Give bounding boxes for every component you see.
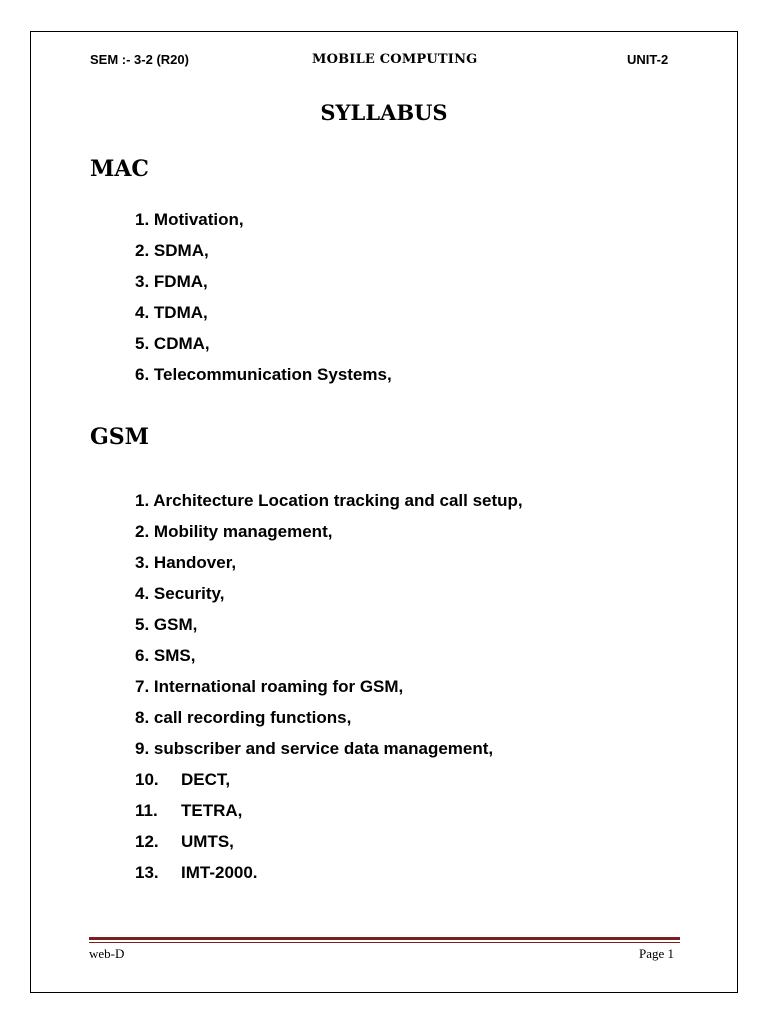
gsm-topic-list — [135, 491, 523, 894]
item-text: Architecture Location tracking and call setup, — [153, 491, 523, 510]
header-subject: MOBILE COMPUTING — [312, 52, 478, 67]
list-item — [135, 646, 523, 677]
list-item — [135, 365, 392, 396]
list-item — [135, 334, 392, 365]
item-text: UMTS, — [181, 832, 234, 851]
list-item — [135, 241, 392, 272]
item-text: IMT-2000. — [181, 863, 258, 882]
item-text: DECT, — [181, 770, 231, 789]
section-heading-gsm: GSM — [90, 424, 150, 450]
item-text: SDMA, — [153, 241, 209, 260]
item-text: call recording functions, — [153, 708, 352, 727]
item-text: Telecommunication Systems, — [153, 365, 392, 384]
item-number: 1. — [135, 210, 150, 229]
item-text: Mobility management, — [153, 522, 333, 541]
header-semester: SEM :- 3-2 (R20) — [90, 52, 189, 67]
list-item — [135, 303, 392, 334]
header-unit: UNIT-2 — [627, 52, 669, 67]
item-text: FDMA, — [153, 272, 208, 291]
list-item — [135, 522, 523, 553]
item-text: GSM, — [153, 615, 198, 634]
list-item — [135, 584, 523, 615]
list-item — [135, 770, 523, 801]
section-heading-mac: MAC — [90, 156, 149, 182]
item-text: International roaming for GSM, — [153, 677, 404, 696]
list-item — [135, 615, 523, 646]
item-text: Motivation, — [153, 210, 244, 229]
item-text: Security, — [153, 584, 225, 603]
item-number: 8. — [135, 708, 150, 727]
item-text: SMS, — [153, 646, 196, 665]
item-text: Handover, — [153, 553, 237, 572]
footer-rule-thin — [89, 942, 680, 943]
mac-topic-list — [135, 210, 392, 396]
item-number: 1. — [135, 491, 150, 510]
item-number: 3. — [135, 553, 150, 572]
list-item — [135, 832, 523, 863]
item-number: 7. — [135, 677, 150, 696]
list-item — [135, 553, 523, 584]
item-text: TDMA, — [153, 303, 208, 322]
footer-author: web-D — [89, 946, 125, 961]
list-item — [135, 801, 523, 832]
item-number: 3. — [135, 272, 150, 291]
list-item — [135, 739, 523, 770]
item-text: CDMA, — [153, 334, 210, 353]
item-number: 11. — [135, 801, 158, 820]
item-text: subscriber and service data management, — [153, 739, 494, 758]
footer-rule-thick — [89, 937, 680, 940]
list-item — [135, 708, 523, 739]
item-number: 4. — [135, 584, 150, 603]
item-number: 6. — [135, 365, 150, 384]
item-number: 9. — [135, 739, 150, 758]
footer-page-number: Page 1 — [639, 946, 675, 961]
list-item — [135, 491, 523, 522]
item-number: 13. — [135, 863, 159, 882]
item-number: 4. — [135, 303, 150, 322]
item-number: 2. — [135, 522, 150, 541]
list-item — [135, 863, 523, 894]
list-item — [135, 272, 392, 303]
item-number: 5. — [135, 334, 150, 353]
list-item — [135, 210, 392, 241]
item-number: 6. — [135, 646, 150, 665]
item-number: 5. — [135, 615, 150, 634]
page-title: SYLLABUS — [320, 100, 448, 125]
item-number: 2. — [135, 241, 150, 260]
item-number: 12. — [135, 832, 159, 851]
list-item — [135, 677, 523, 708]
item-text: TETRA, — [181, 801, 243, 820]
item-number: 10. — [135, 770, 159, 789]
